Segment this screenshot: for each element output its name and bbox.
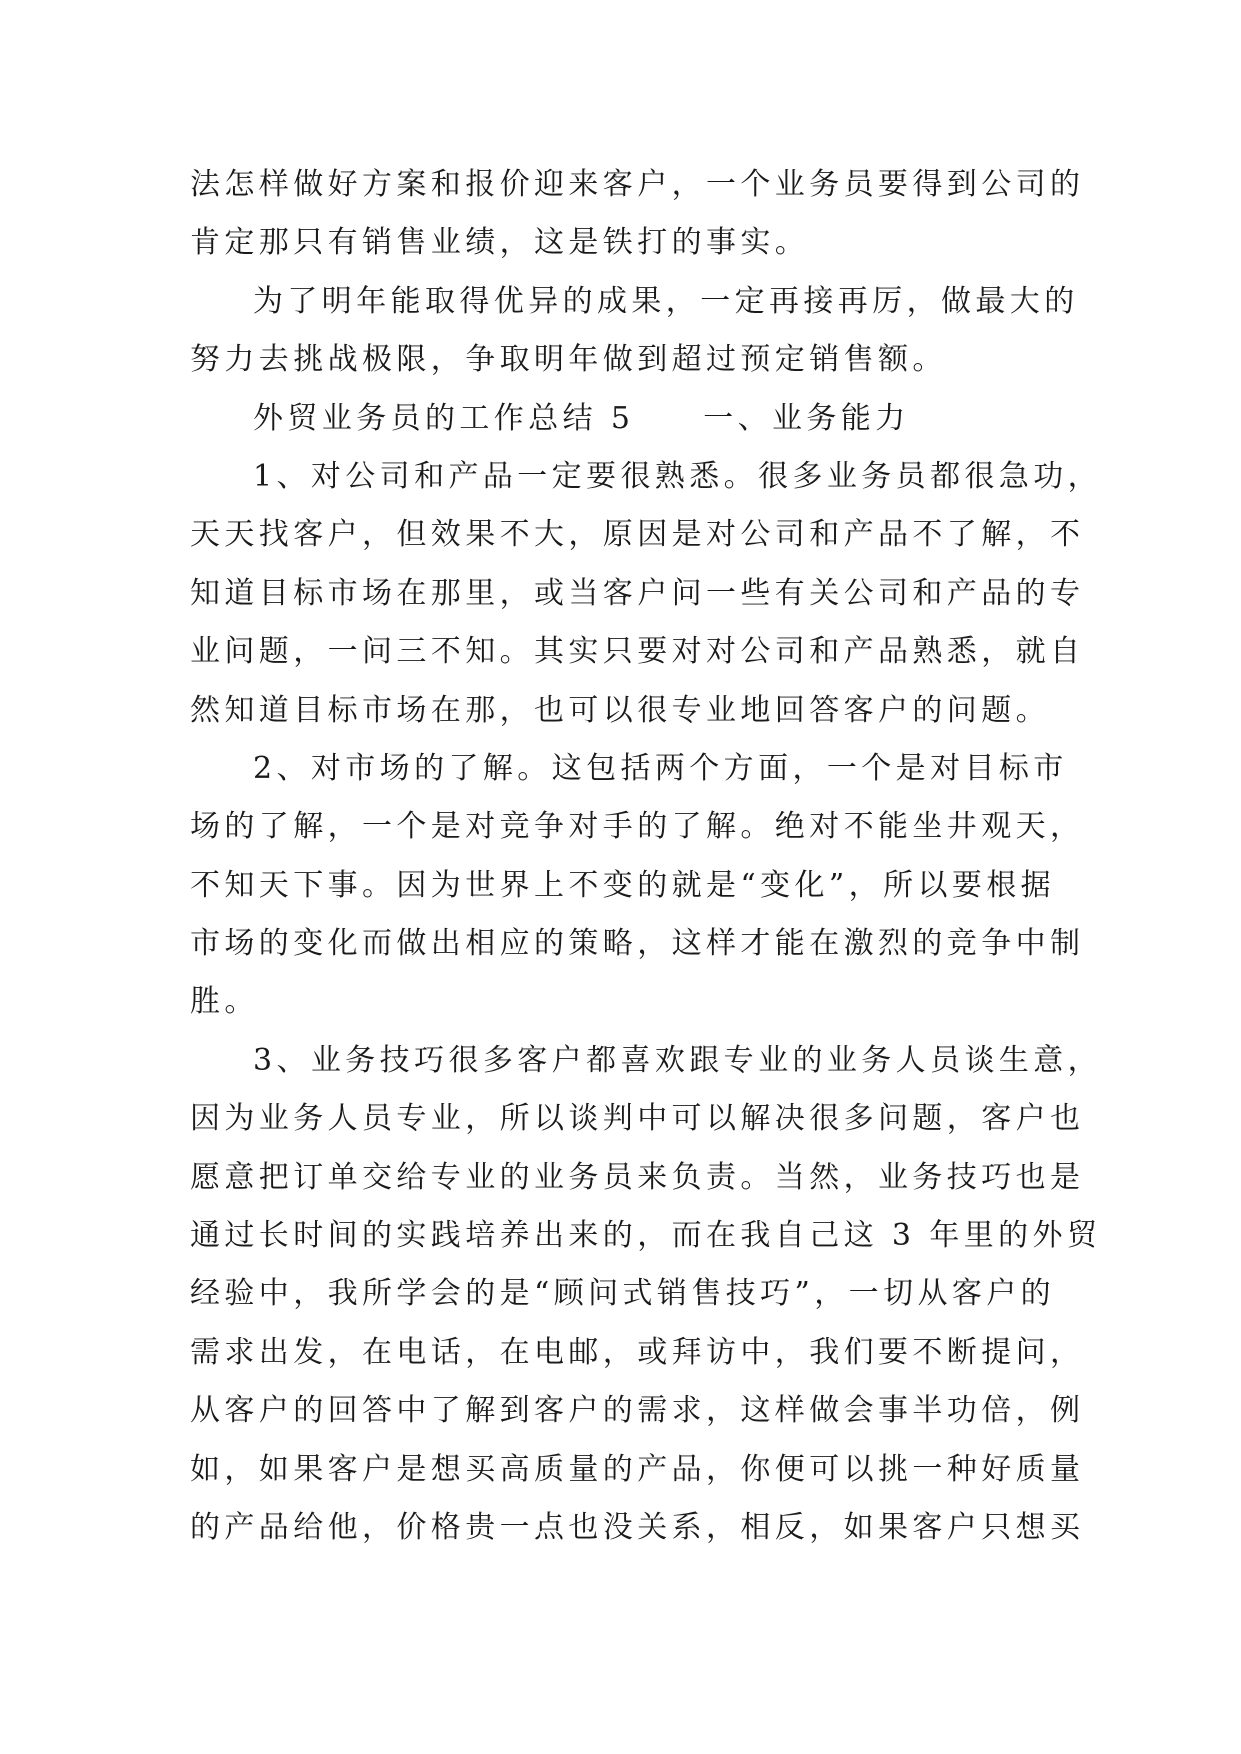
body-text bbox=[190, 156, 1103, 1557]
text-line: 1、对公司和产品一定要很熟悉。很多业务员都很急功， bbox=[253, 458, 1103, 494]
text-line: 通过长时间的实践培养出来的，而在我自己这 3 年里的外贸 bbox=[190, 1218, 1102, 1254]
text-line: 需求出发，在电话，在电邮，或拜访中，我们要不断提问， bbox=[190, 1334, 1085, 1370]
text-line: 外贸业务员的工作总结 5 一、业务能力 bbox=[253, 400, 910, 436]
text-line: 愿意把订单交给专业的业务员来负责。当然，业务技巧也是 bbox=[190, 1159, 1085, 1195]
text-line: 市场的变化而做出相应的策略，这样才能在激烈的竞争中制 bbox=[190, 926, 1085, 962]
text-line: 的产品给他，价格贵一点也没关系，相反，如果客户只想买 bbox=[190, 1509, 1085, 1545]
text-line: 业问题，一问三不知。其实只要对对公司和产品熟悉，就自 bbox=[190, 634, 1085, 670]
text-line: 不知天下事。因为世界上不变的就是“变化”，所以要根据 bbox=[190, 867, 1056, 903]
text-line: 如，如果客户是想买高质量的产品，你便可以挑一种好质量 bbox=[190, 1451, 1085, 1487]
text-line: 法怎样做好方案和报价迎来客户，一个业务员要得到公司的 bbox=[190, 167, 1085, 202]
text-line: 从客户的回答中了解到客户的需求，这样做会事半功倍，例 bbox=[190, 1393, 1085, 1429]
text-line: 2、对市场的了解。这包括两个方面，一个是对目标市 bbox=[253, 750, 1068, 786]
text-line: 肯定那只有销售业绩，这是铁打的事实。 bbox=[190, 225, 810, 261]
text-line: 为了明年能取得优异的成果，一定再接再厉，做最大的 bbox=[253, 283, 1079, 319]
text-line: 努力去挑战极限，争取明年做到超过预定销售额。 bbox=[190, 342, 947, 378]
text-line: 然知道目标市场在那，也可以很专业地回答客户的问题。 bbox=[190, 692, 1050, 728]
text-line: 因为业务人员专业，所以谈判中可以解决很多问题，客户也 bbox=[190, 1101, 1085, 1137]
text-line: 场的了解，一个是对竞争对手的了解。绝对不能坐井观天， bbox=[190, 809, 1085, 845]
text-line: 经验中，我所学会的是“顾问式销售技巧”，一切从客户的 bbox=[190, 1276, 1056, 1312]
text-line: 3、业务技巧很多客户都喜欢跟专业的业务人员谈生意， bbox=[253, 1042, 1103, 1078]
text-line: 天天找客户，但效果不大，原因是对公司和产品不了解，不 bbox=[190, 517, 1085, 553]
text-line: 胜。 bbox=[190, 984, 259, 1020]
text-line: 知道目标市场在那里，或当客户问一些有关公司和产品的专 bbox=[190, 575, 1085, 611]
